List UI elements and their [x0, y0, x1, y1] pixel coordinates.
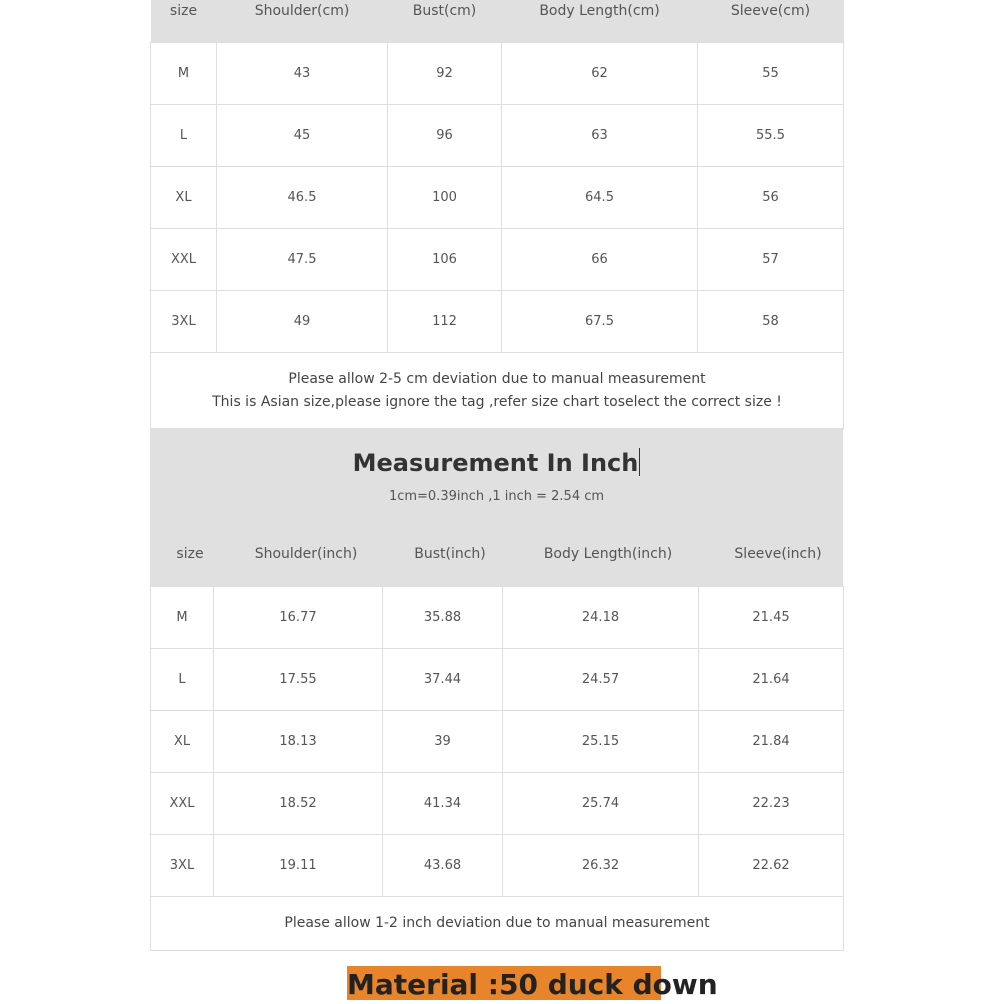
- table-cell: XXL: [151, 773, 214, 835]
- cm-header-row: [151, 0, 844, 43]
- table-cell: 55.5: [698, 105, 844, 167]
- table-row: [151, 835, 844, 897]
- table-cell: 37.44: [383, 649, 503, 711]
- table-cell: 24.57: [503, 649, 699, 711]
- table-cell: 18.52: [214, 773, 383, 835]
- table-row: [151, 105, 844, 167]
- table-cell: 67.5: [502, 291, 698, 353]
- table-cell: L: [151, 105, 217, 167]
- table-cell: 25.15: [503, 711, 699, 773]
- cm-header-sleeve: Sleeve(cm): [698, 0, 844, 43]
- table-cell: 22.62: [699, 835, 844, 897]
- conversion-note: 1cm=0.39inch ,1 inch = 2.54 cm: [388, 489, 605, 504]
- table-cell: 17.55: [214, 649, 383, 711]
- table-cell: XL: [151, 167, 217, 229]
- cm-header-body-length: Body Length(cm): [502, 0, 698, 43]
- table-cell: 96: [388, 105, 502, 167]
- table-cell: 64.5: [502, 167, 698, 229]
- table-cell: 41.34: [383, 773, 503, 835]
- table-cell: 112: [388, 291, 502, 353]
- table-cell: 43.68: [383, 835, 503, 897]
- table-row: [151, 43, 844, 105]
- inch-deviation-note: Please allow 1-2 inch deviation due to manual measurement: [151, 897, 844, 951]
- table-row: [151, 711, 844, 773]
- table-cell: 16.77: [214, 587, 383, 649]
- table-cell: 43: [217, 43, 388, 105]
- table-cell: 106: [388, 229, 502, 291]
- table-cell: 3XL: [151, 291, 217, 353]
- table-cell: 19.11: [214, 835, 383, 897]
- table-cell: L: [151, 649, 214, 711]
- table-cell: 100: [388, 167, 502, 229]
- inch-size-table: [150, 586, 844, 951]
- inch-header-body-length: Body Length(inch): [543, 546, 673, 562]
- table-cell: 21.84: [699, 711, 844, 773]
- table-cell: 56: [698, 167, 844, 229]
- table-cell: 25.74: [503, 773, 699, 835]
- inch-section-header: [150, 428, 843, 586]
- table-row: [151, 587, 844, 649]
- table-cell: 55: [698, 43, 844, 105]
- table-cell: 58: [698, 291, 844, 353]
- cm-header-size: size: [151, 0, 217, 43]
- table-cell: 18.13: [214, 711, 383, 773]
- table-cell: 57: [698, 229, 844, 291]
- inch-header-sleeve: Sleeve(inch): [734, 546, 822, 562]
- table-cell: 92: [388, 43, 502, 105]
- cm-header-shoulder: Shoulder(cm): [217, 0, 388, 43]
- table-cell: XL: [151, 711, 214, 773]
- table-cell: 24.18: [503, 587, 699, 649]
- cm-note-row: [151, 353, 844, 430]
- inch-section-title-wrap: [150, 448, 843, 477]
- table-cell: 26.32: [503, 835, 699, 897]
- table-cell: 49: [217, 291, 388, 353]
- table-row: [151, 229, 844, 291]
- text-cursor: [639, 448, 640, 476]
- table-row: [151, 167, 844, 229]
- table-cell: 3XL: [151, 835, 214, 897]
- cm-deviation-note: Please allow 2-5 cm deviation due to manual measurement: [288, 371, 706, 387]
- cm-size-table: [150, 0, 844, 430]
- table-row: [151, 773, 844, 835]
- table-cell: 22.23: [699, 773, 844, 835]
- inch-header-size: size: [176, 546, 204, 562]
- table-cell: 66: [502, 229, 698, 291]
- material-label: Material :50 duck down: [347, 968, 718, 1001]
- inch-section-title: Measurement In Inch: [352, 449, 639, 477]
- inch-header-shoulder: Shoulder(inch): [254, 546, 358, 562]
- table-cell: 39: [383, 711, 503, 773]
- table-cell: 21.64: [699, 649, 844, 711]
- table-cell: M: [151, 43, 217, 105]
- inch-note-row: [151, 897, 844, 951]
- table-cell: 63: [502, 105, 698, 167]
- inch-header-bust: Bust(inch): [414, 546, 486, 562]
- table-cell: 47.5: [217, 229, 388, 291]
- table-cell: 46.5: [217, 167, 388, 229]
- cm-note-cell: [151, 353, 844, 430]
- table-row: [151, 649, 844, 711]
- table-cell: 45: [217, 105, 388, 167]
- table-cell: 62: [502, 43, 698, 105]
- asian-size-note: This is Asian size,please ignore the tag ,refer size chart toselect the correct size !: [212, 394, 782, 410]
- table-row: [151, 291, 844, 353]
- cm-header-bust: Bust(cm): [388, 0, 502, 43]
- table-cell: 35.88: [383, 587, 503, 649]
- table-cell: 21.45: [699, 587, 844, 649]
- table-cell: XXL: [151, 229, 217, 291]
- table-cell: M: [151, 587, 214, 649]
